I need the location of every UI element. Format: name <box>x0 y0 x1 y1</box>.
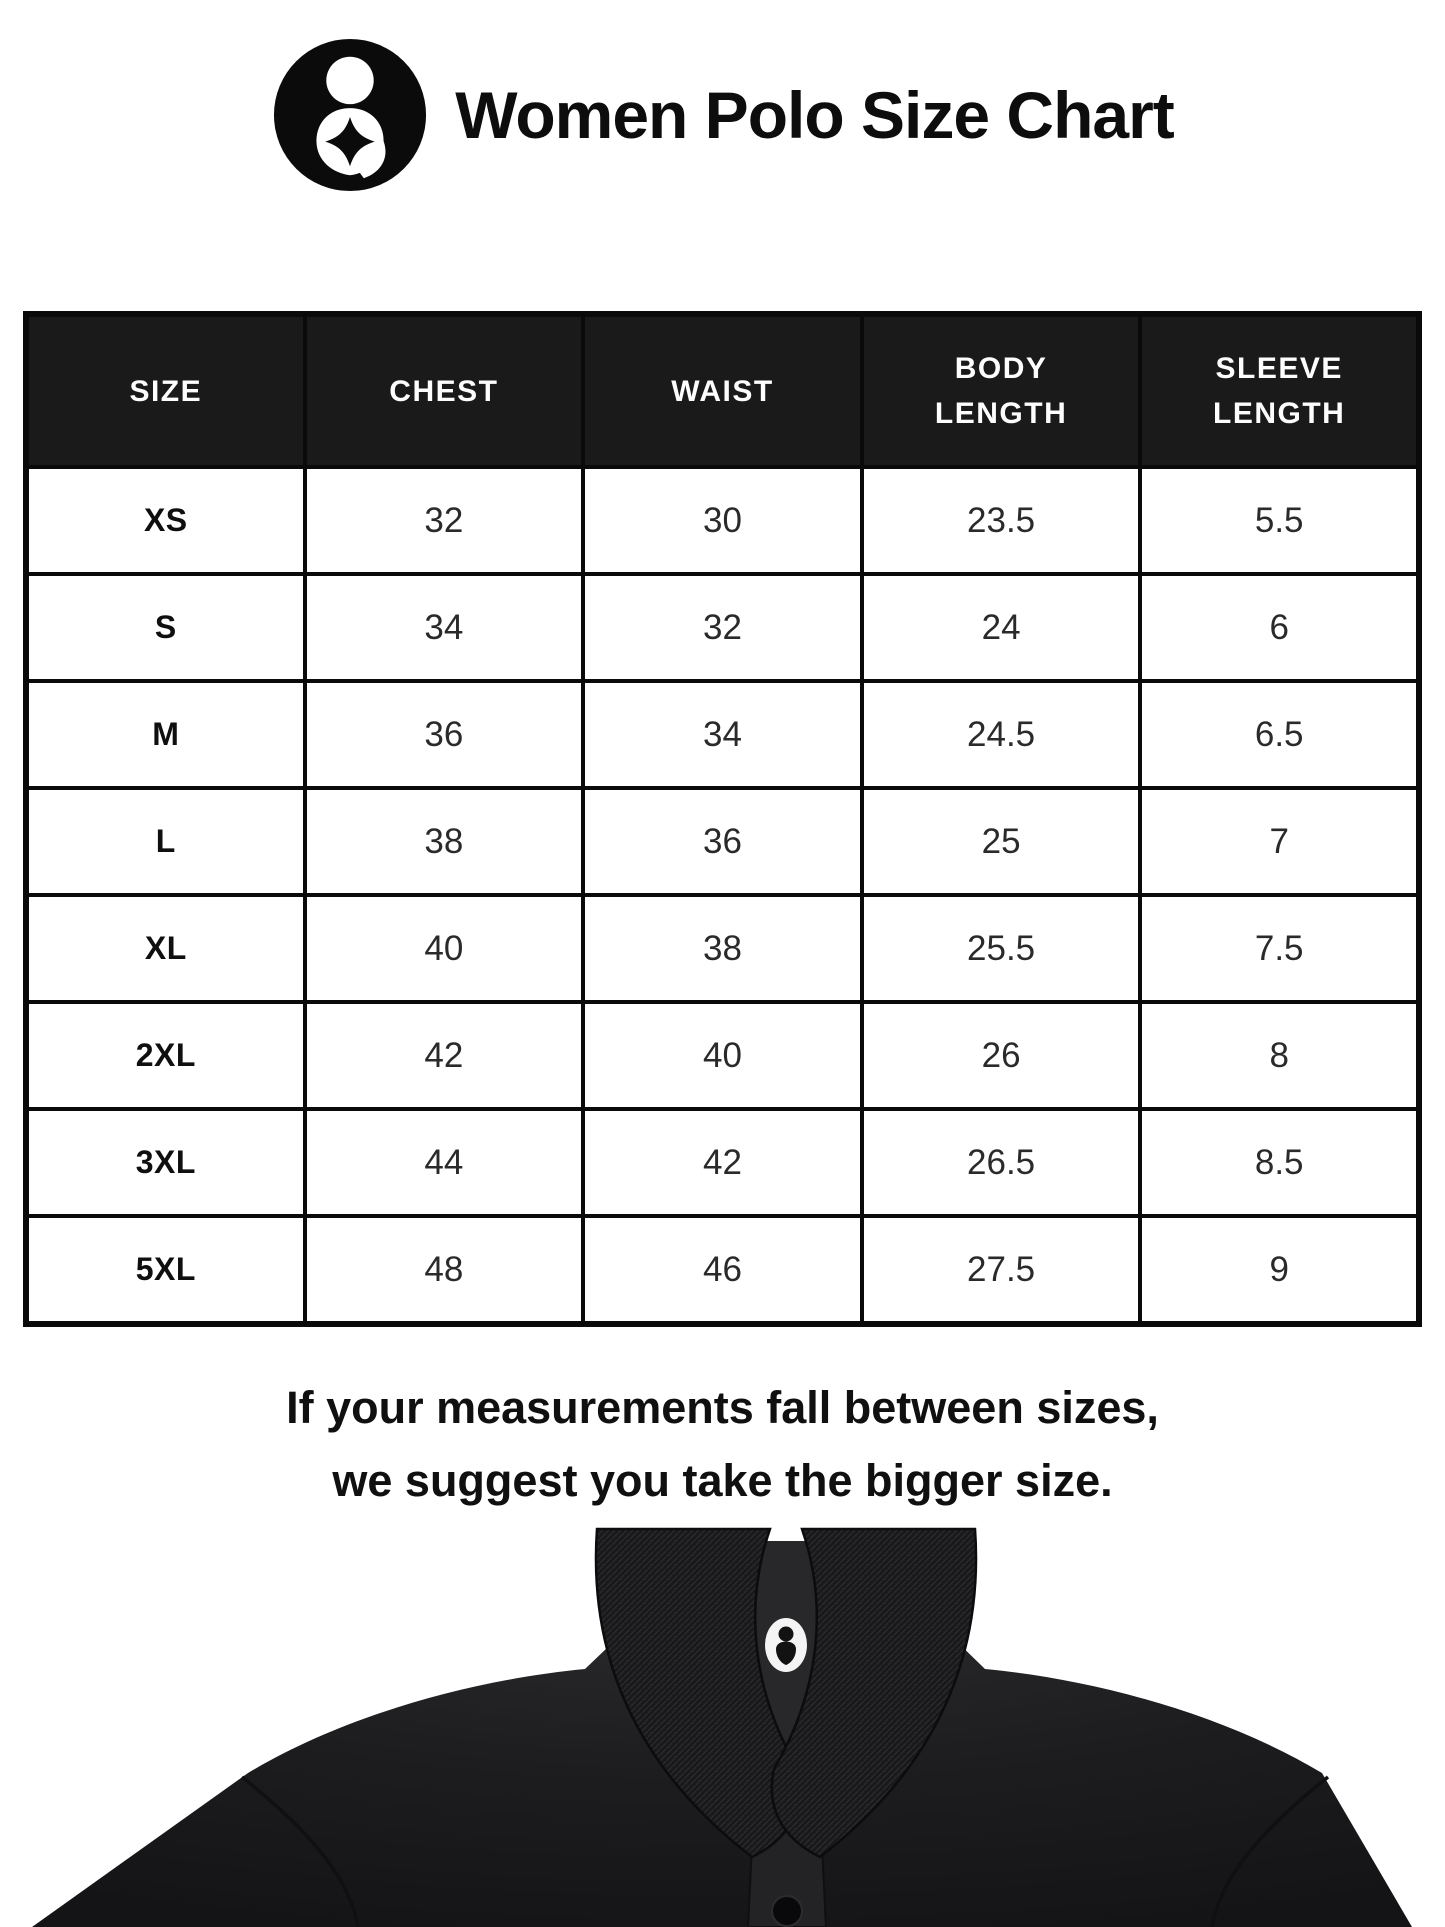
size-table-container <box>23 311 1422 1327</box>
body-length-cell: 25 <box>862 788 1141 895</box>
table-row-l <box>26 788 1419 895</box>
chest-cell: 36 <box>305 681 584 788</box>
chest-cell: 38 <box>305 788 584 895</box>
polo-button-2 <box>772 1896 802 1926</box>
sleeve-length-cell: 5.5 <box>1140 467 1419 574</box>
col-header-body-length: BODY LENGTH <box>862 314 1141 467</box>
size-cell: XL <box>26 895 305 1002</box>
body-length-cell: 26.5 <box>862 1109 1141 1216</box>
size-cell: S <box>26 574 305 681</box>
black-polo-shirt-photo <box>0 1527 1445 1927</box>
col-header-chest: CHEST <box>305 314 584 467</box>
sleeve-length-cell: 7.5 <box>1140 895 1419 1002</box>
fit-note-line-2: we suggest you take the bigger size. <box>332 1454 1113 1506</box>
col-header-sleeve-length: SLEEVE LENGTH <box>1140 314 1419 467</box>
waist-cell: 32 <box>583 574 862 681</box>
body-length-cell: 27.5 <box>862 1216 1141 1324</box>
waist-cell: 38 <box>583 895 862 1002</box>
waist-cell: 36 <box>583 788 862 895</box>
chest-cell: 42 <box>305 1002 584 1109</box>
size-cell: M <box>26 681 305 788</box>
sleeve-length-cell: 7 <box>1140 788 1419 895</box>
chest-cell: 48 <box>305 1216 584 1324</box>
size-cell: XS <box>26 467 305 574</box>
body-length-cell: 23.5 <box>862 467 1141 574</box>
size-cell: 5XL <box>26 1216 305 1324</box>
chest-cell: 32 <box>305 467 584 574</box>
page-title: Women Polo Size Chart <box>455 78 1174 152</box>
sleeve-length-cell: 6 <box>1140 574 1419 681</box>
table-row-3xl <box>26 1109 1419 1216</box>
waist-cell: 34 <box>583 681 862 788</box>
body-length-cell: 24 <box>862 574 1141 681</box>
size-cell: 3XL <box>26 1109 305 1216</box>
brand-header <box>0 36 1445 194</box>
sleeve-length-cell: 8.5 <box>1140 1109 1419 1216</box>
body-length-cell: 24.5 <box>862 681 1141 788</box>
brand-figure-logo-icon <box>271 36 429 194</box>
table-row-s <box>26 574 1419 681</box>
chest-cell: 40 <box>305 895 584 1002</box>
fit-note-line-1: If your measurements fall between sizes, <box>286 1382 1159 1433</box>
table-header-row <box>26 314 1419 467</box>
chest-cell: 34 <box>305 574 584 681</box>
table-row-xs <box>26 467 1419 574</box>
table-row-2xl <box>26 1002 1419 1109</box>
col-header-waist: WAIST <box>583 314 862 467</box>
col-header-size: SIZE <box>26 314 305 467</box>
size-table <box>23 311 1422 1327</box>
table-row-xl <box>26 895 1419 1002</box>
size-cell: 2XL <box>26 1002 305 1109</box>
fit-note <box>0 1372 1445 1518</box>
waist-cell: 30 <box>583 467 862 574</box>
table-row-5xl <box>26 1216 1419 1324</box>
size-cell: L <box>26 788 305 895</box>
body-length-cell: 26 <box>862 1002 1141 1109</box>
sleeve-length-cell: 8 <box>1140 1002 1419 1109</box>
sleeve-length-cell: 6.5 <box>1140 681 1419 788</box>
chest-cell: 44 <box>305 1109 584 1216</box>
neck-label-logo-icon <box>779 1627 794 1642</box>
body-length-cell: 25.5 <box>862 895 1141 1002</box>
waist-cell: 46 <box>583 1216 862 1324</box>
table-row-m <box>26 681 1419 788</box>
waist-cell: 40 <box>583 1002 862 1109</box>
waist-cell: 42 <box>583 1109 862 1216</box>
sleeve-length-cell: 9 <box>1140 1216 1419 1324</box>
